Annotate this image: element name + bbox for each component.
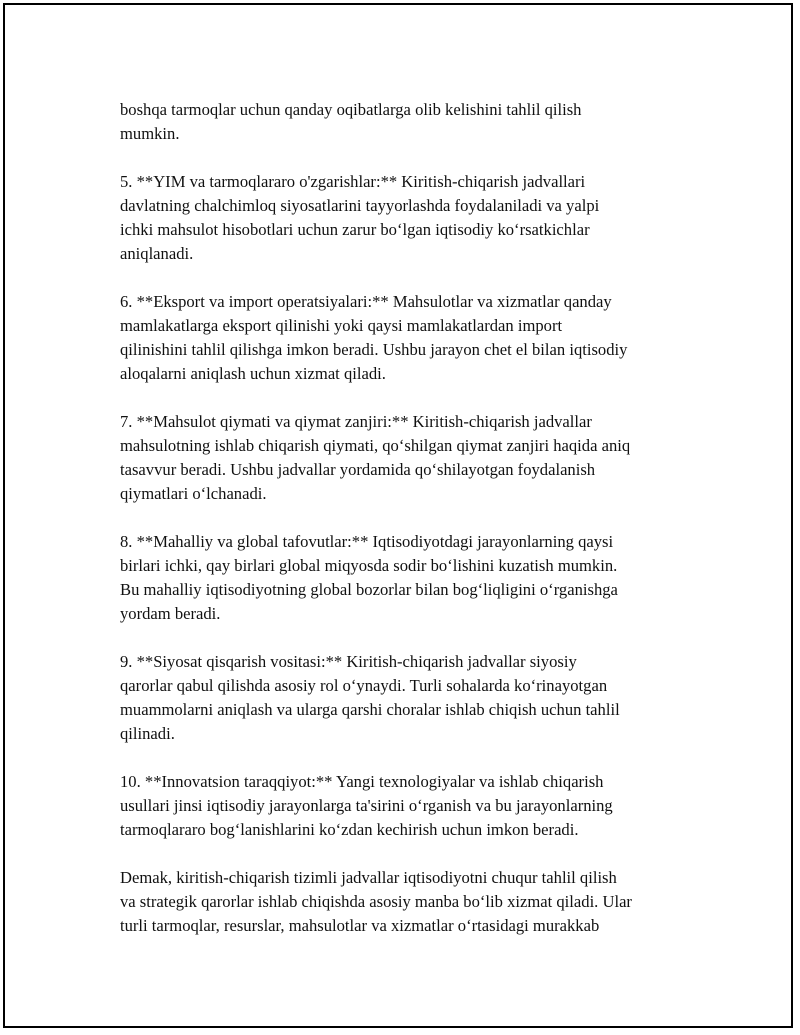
text-line: turli tarmoqlar, resurslar, mahsulotlar va xizmatlar o‘rtasidagi murakkab xyxy=(120,916,600,935)
text-line: qarorlar qabul qilishda asosiy rol o‘ynaydi. Turli sohalarda ko‘rinayotgan xyxy=(120,676,608,695)
text-line: qiymatlari o‘lchanadi. xyxy=(120,484,267,503)
text-line: Bu mahalliy iqtisodiyotning global bozorlar bilan bog‘liqligini o‘rganishga xyxy=(120,580,618,599)
text-line: mumkin. xyxy=(120,124,180,143)
text-line: 7. **Mahsulot qiymati va qiymat zanjiri:** Kiritish-chiqarish jadvallar xyxy=(120,412,592,431)
text-line: tarmoqlararo bog‘lanishlarini ko‘zdan kechirish uchun imkon beradi. xyxy=(120,820,579,839)
text-line: 8. **Mahalliy va global tafovutlar:** Iqtisodiyotdagi jarayonlarning qaysi xyxy=(120,532,614,551)
text-line: boshqa tarmoqlar uchun qanday oqibatlarga olib kelishini tahlil qilish xyxy=(120,100,582,119)
paragraph xyxy=(120,98,695,146)
text-line: usullari jinsi iqtisodiy jarayonlarga ta'sirini o‘rganish va bu jarayonlarning xyxy=(120,796,613,815)
paragraph xyxy=(120,866,695,938)
text-line: 10. **Innovatsion taraqqiyot:** Yangi texnologiyalar va ishlab chiqarish xyxy=(120,772,604,791)
text-line: aloqalarni aniqlash uchun xizmat qiladi. xyxy=(120,364,386,383)
text-line: 5. **YIM va tarmoqlararo o'zgarishlar:** Kiritish-chiqarish jadvallari xyxy=(120,172,586,191)
text-line: muammolarni aniqlash va ularga qarshi choralar ishlab chiqish uchun tahlil xyxy=(120,700,620,719)
paragraph xyxy=(120,410,695,506)
text-line: tasavvur beradi. Ushbu jadvallar yordamida qo‘shilayotgan foydalanish xyxy=(120,460,596,479)
text-line: va strategik qarorlar ishlab chiqishda asosiy manba bo‘lib xizmat qiladi. Ular xyxy=(120,892,632,911)
paragraph xyxy=(120,290,695,386)
text-line: ichki mahsulot hisobotlari uchun zarur bo‘lgan iqtisodiy ko‘rsatkichlar xyxy=(120,220,590,239)
text-line: qilinishini tahlil qilishga imkon beradi. Ushbu jarayon chet el bilan iqtisodiy xyxy=(120,340,628,359)
text-line: 9. **Siyosat qisqarish vositasi:** Kiritish-chiqarish jadvallar siyosiy xyxy=(120,652,577,671)
text-line: 6. **Eksport va import operatsiyalari:** Mahsulotlar va xizmatlar qanday xyxy=(120,292,612,311)
text-line: Demak, kiritish-chiqarish tizimli jadvallar iqtisodiyotni chuqur tahlil qilish xyxy=(120,868,617,887)
text-line: mamlakatlarga eksport qilinishi yoki qaysi mamlakatlardan import xyxy=(120,316,563,335)
paragraph xyxy=(120,170,695,266)
document-page xyxy=(3,3,793,1028)
text-line: birlari ichki, qay birlari global miqyosda sodir bo‘lishini kuzatish mumkin. xyxy=(120,556,618,575)
text-line: davlatning chalchimloq siyosatlarini tayyorlashda foydalaniladi va yalpi xyxy=(120,196,600,215)
text-line: qilinadi. xyxy=(120,724,175,743)
text-line: yordam beradi. xyxy=(120,604,221,623)
text-line: aniqlanadi. xyxy=(120,244,194,263)
paragraph xyxy=(120,530,695,626)
paragraph xyxy=(120,650,695,746)
document-body xyxy=(120,98,695,962)
text-line: mahsulotning ishlab chiqarish qiymati, qo‘shilgan qiymat zanjiri haqida aniq xyxy=(120,436,631,455)
paragraph xyxy=(120,770,695,842)
